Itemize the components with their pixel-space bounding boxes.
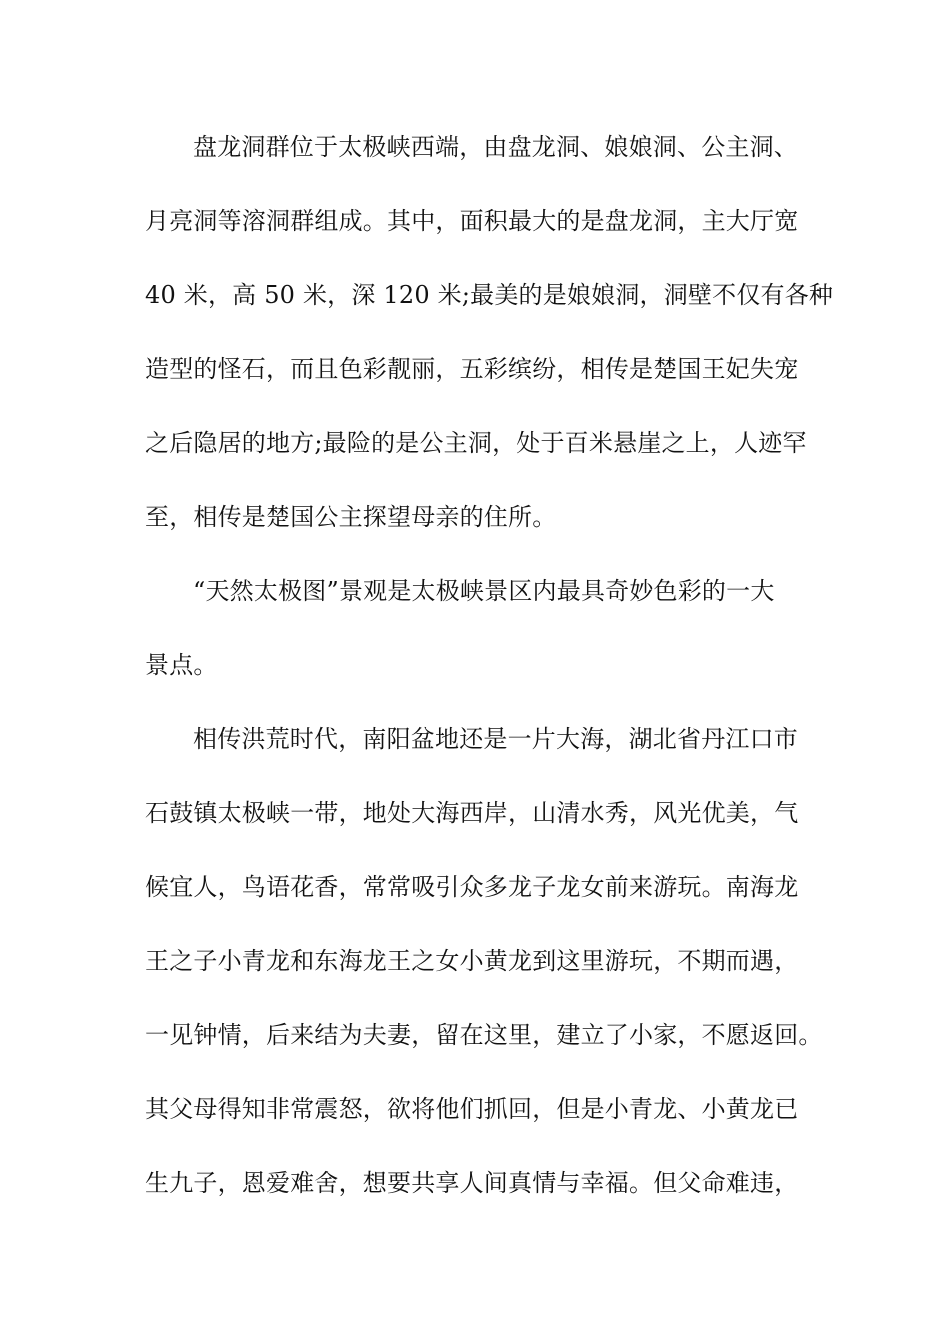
paragraph-1-line-1: 盘龙洞群位于太极峡西端，由盘龙洞、娘娘洞、公主洞、 bbox=[193, 133, 798, 161]
paragraph-1-line-2: 月亮洞等溶洞群组成。其中，面积最大的是盘龙洞，主大厅宽 bbox=[145, 207, 799, 235]
paragraph-1-line-3: 40 米，高 50 米，深 120 米;最美的是娘娘洞，洞壁不仅有各种 bbox=[145, 281, 834, 309]
paragraph-3-line-5: 一见钟情，后来结为夫妻，留在这里，建立了小家，不愿返回。 bbox=[145, 1021, 823, 1049]
paragraph-1-line-4: 造型的怪石，而且色彩靓丽，五彩缤纷，相传是楚国王妃失宠 bbox=[145, 355, 799, 383]
paragraph-3-line-7: 生九子，恩爱难舍，想要共享人间真情与幸福。但父命难违， bbox=[145, 1169, 799, 1197]
paragraph-2-line-1: “天然太极图”景观是太极峡景区内最具奇妙色彩的一大 bbox=[193, 577, 775, 605]
paragraph-3-line-1: 相传洪荒时代，南阳盆地还是一片大海，湖北省丹江口市 bbox=[193, 725, 798, 753]
paragraph-3-line-6: 其父母得知非常震怒，欲将他们抓回，但是小青龙、小黄龙已 bbox=[145, 1095, 799, 1123]
paragraph-3-line-4: 王之子小青龙和东海龙王之女小黄龙到这里游玩，不期而遇， bbox=[145, 947, 799, 975]
paragraph-2-line-2: 景点。 bbox=[145, 651, 218, 679]
paragraph-3-line-2: 石鼓镇太极峡一带，地处大海西岸，山清水秀，风光优美，气 bbox=[145, 799, 799, 827]
paragraph-3-line-3: 候宜人，鸟语花香，常常吸引众多龙子龙女前来游玩。南海龙 bbox=[145, 873, 799, 901]
paragraph-1-line-6: 至，相传是楚国公主探望母亲的住所。 bbox=[145, 503, 557, 531]
paragraph-1-line-5: 之后隐居的地方;最险的是公主洞，处于百米悬崖之上，人迹罕 bbox=[145, 429, 807, 457]
